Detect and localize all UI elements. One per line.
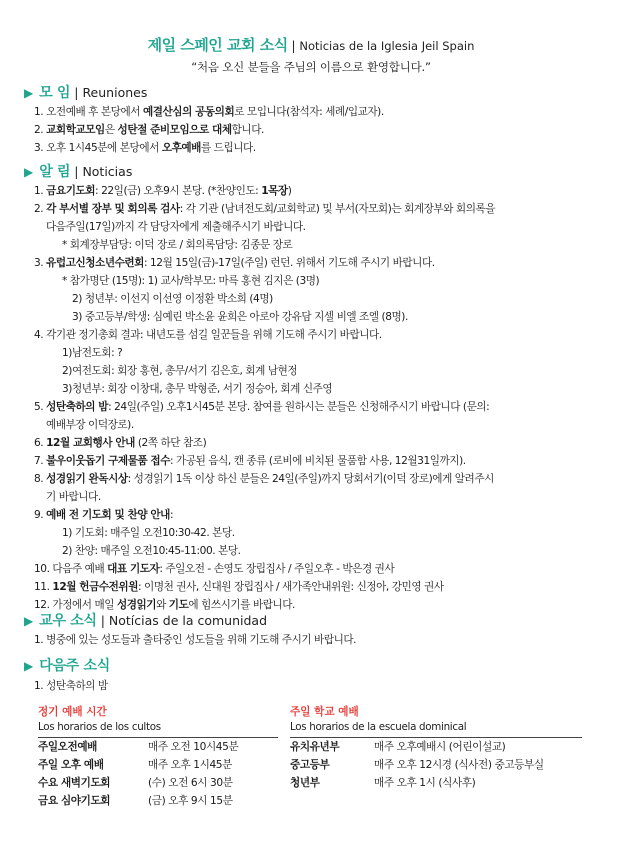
list-item-continued: 기 바랍니다.	[46, 491, 101, 503]
triangle-right-icon: ▶	[24, 165, 34, 179]
table-row: 수요 새벽기도회 (수) 오전 6시 30분	[38, 777, 233, 789]
section-heading-reuniones: ▶ 모 임 | Reuniones	[24, 85, 148, 101]
triangle-right-icon: ▶	[24, 86, 34, 100]
section-heading-comunidad: ▶ 교우 소식 | Notícias de la comunidad	[24, 613, 268, 629]
reuniones-list	[34, 103, 604, 157]
list-item-sub: 1)남전도회: ?	[62, 347, 123, 359]
list-item-sub: 3)청년부: 회장 이창대, 총무 박형준, 서기 정승아, 회계 신주영	[62, 383, 333, 395]
list-item: 10. 다음주 예배 대표 기도자: 주일오전 - 손영도 장립집사 / 주일오후 - 박은경 권사	[34, 563, 395, 575]
list-item-sub: 2)여전도회: 회장 홍현, 총무/서기 김은호, 회계 남현정	[62, 365, 298, 377]
page-title: 제일 스페인 교회 소식	[147, 36, 288, 54]
school-schedule-title: 주일 학교 예배	[290, 706, 359, 718]
welcome-message: “처음 오신 분들을 주님의 이름으로 환영합니다.”	[191, 60, 431, 74]
table-row: 금요 심야기도회 (금) 오후 9시 15분	[38, 795, 233, 807]
triangle-right-icon: ▶	[24, 614, 34, 628]
list-item-sub: 1) 기도회: 매주일 오전10:30-42. 본당.	[62, 527, 235, 539]
list-item: 1. 금요기도회: 22일(금) 오후9시 본당. (*찬양인도: 1목장)	[34, 185, 292, 197]
section-heading-next-week: ▶ 다음주 소식	[24, 658, 110, 674]
list-item-continued: 예배부장 이덕장로).	[46, 419, 134, 431]
table-row: 주일 오후 예배 매주 오후 1시45분	[38, 759, 232, 771]
list-item: 4. 각기관 정기총회 결과: 내년도를 섬길 일꾼들을 위해 기도해 주시기 바랍니다.	[34, 329, 382, 341]
next-week-list	[34, 677, 604, 695]
list-item: 1. 오전예배 후 본당에서 예결산심의 공동의회로 모입니다(참석자: 세례/입교자).	[34, 106, 384, 118]
table-row: 유치유년부 매주 오후예배시 (어린이설교)	[290, 741, 506, 753]
list-item-note: * 참가명단 (15명): 1) 교사/학부모: 마륵 홍현 김지은 (3명)	[62, 275, 320, 287]
list-item: 1. 성탄축하의 밤	[34, 680, 108, 692]
list-item: 9. 예배 전 기도회 및 찬양 안내:	[34, 509, 174, 521]
list-item: 5. 성탄축하의 밤: 24일(주일) 오후1시45분 본당. 참여를 원하시는 분들은 신청해주시기 바랍니다 (문의:	[34, 401, 490, 413]
list-item-continued: 다음주일(17일)까지 각 담당자에게 제출해주시기 바랍니다.	[46, 221, 306, 233]
list-item: 12. 가정에서 매일 성경읽기와 기도에 힘쓰시기를 바랍니다.	[34, 599, 295, 611]
list-item: 8. 성경읽기 완독시상: 성경읽기 1독 이상 하신 분들은 24일(주일)까지 당회서기(이덕 장로)에게 알려주시	[34, 473, 494, 485]
section-heading-noticias: ▶ 알 림 | Noticias	[24, 164, 133, 180]
list-item: 1. 병중에 있는 성도들과 출타중인 성도들을 위해 기도해 주시기 바랍니다.	[34, 634, 357, 646]
list-item: 2. 각 부서별 장부 및 회의록 검사: 각 기관 (남녀전도회/교회학교) 및 부서(자모회)는 회계장부와 회의록을	[34, 203, 496, 215]
list-item-sub: 2) 찬양: 매주일 오전10:45-11:00. 본당.	[62, 545, 241, 557]
list-item-sub: 3) 중고등부/학생: 심예린 박소윤 윤희은 아로아 강유담 지셀 비엘 조엘 (8명).	[72, 311, 408, 323]
table-row: 청년부 매주 오후 1시 (식사후)	[290, 777, 476, 789]
noticias-list	[34, 182, 604, 614]
list-item-note: * 회계장부담당: 이덕 장로 / 회의록담당: 김종문 장로	[62, 239, 293, 251]
page-title-spanish: Noticias de la Iglesia Jeil Spain	[299, 39, 475, 53]
comunidad-list	[34, 631, 604, 649]
list-item: 7. 불우이웃돕기 구제물품 접수: 가공된 음식, 캔 종류 (로비에 비치된 물품함 사용, 12월31일까지).	[34, 455, 466, 467]
bulletin-header	[0, 34, 622, 55]
list-item: 11. 12월 헌금수전위원: 이명천 권사, 신대원 장립집사 / 새가족안내위원: 신정아, 강민영 권사	[34, 581, 444, 593]
table-row: 주일오전예배 매주 오전 10시45분	[38, 741, 239, 753]
list-item: 3. 오후 1시45분에 본당에서 오후예배를 드립니다.	[34, 142, 256, 154]
worship-schedule-title: 정기 예배 시간	[38, 706, 107, 718]
title-separator: |	[287, 39, 300, 53]
list-item: 6. 12월 교회행사 안내 (2쪽 하단 참조)	[34, 437, 207, 449]
school-schedule-subtitle: Los horarios de la escuela dominical	[290, 721, 467, 733]
list-item-sub: 2) 청년부: 이선지 이선영 이정환 박소희 (4명)	[72, 293, 273, 305]
triangle-right-icon: ▶	[24, 659, 34, 673]
worship-schedule-subtitle: Los horarios de los cultos	[38, 721, 161, 733]
list-item: 3. 유럽고신청소년수련회: 12월 15일(금)-17일(주일) 런던. 위해서 기도해 주시기 바랍니다.	[34, 257, 435, 269]
list-item: 2. 교회학교모임은 성탄절 준비모임으로 대체합니다.	[34, 124, 264, 136]
table-row: 중고등부 매주 오후 12시경 (식사전) 중고등부실	[290, 759, 544, 771]
